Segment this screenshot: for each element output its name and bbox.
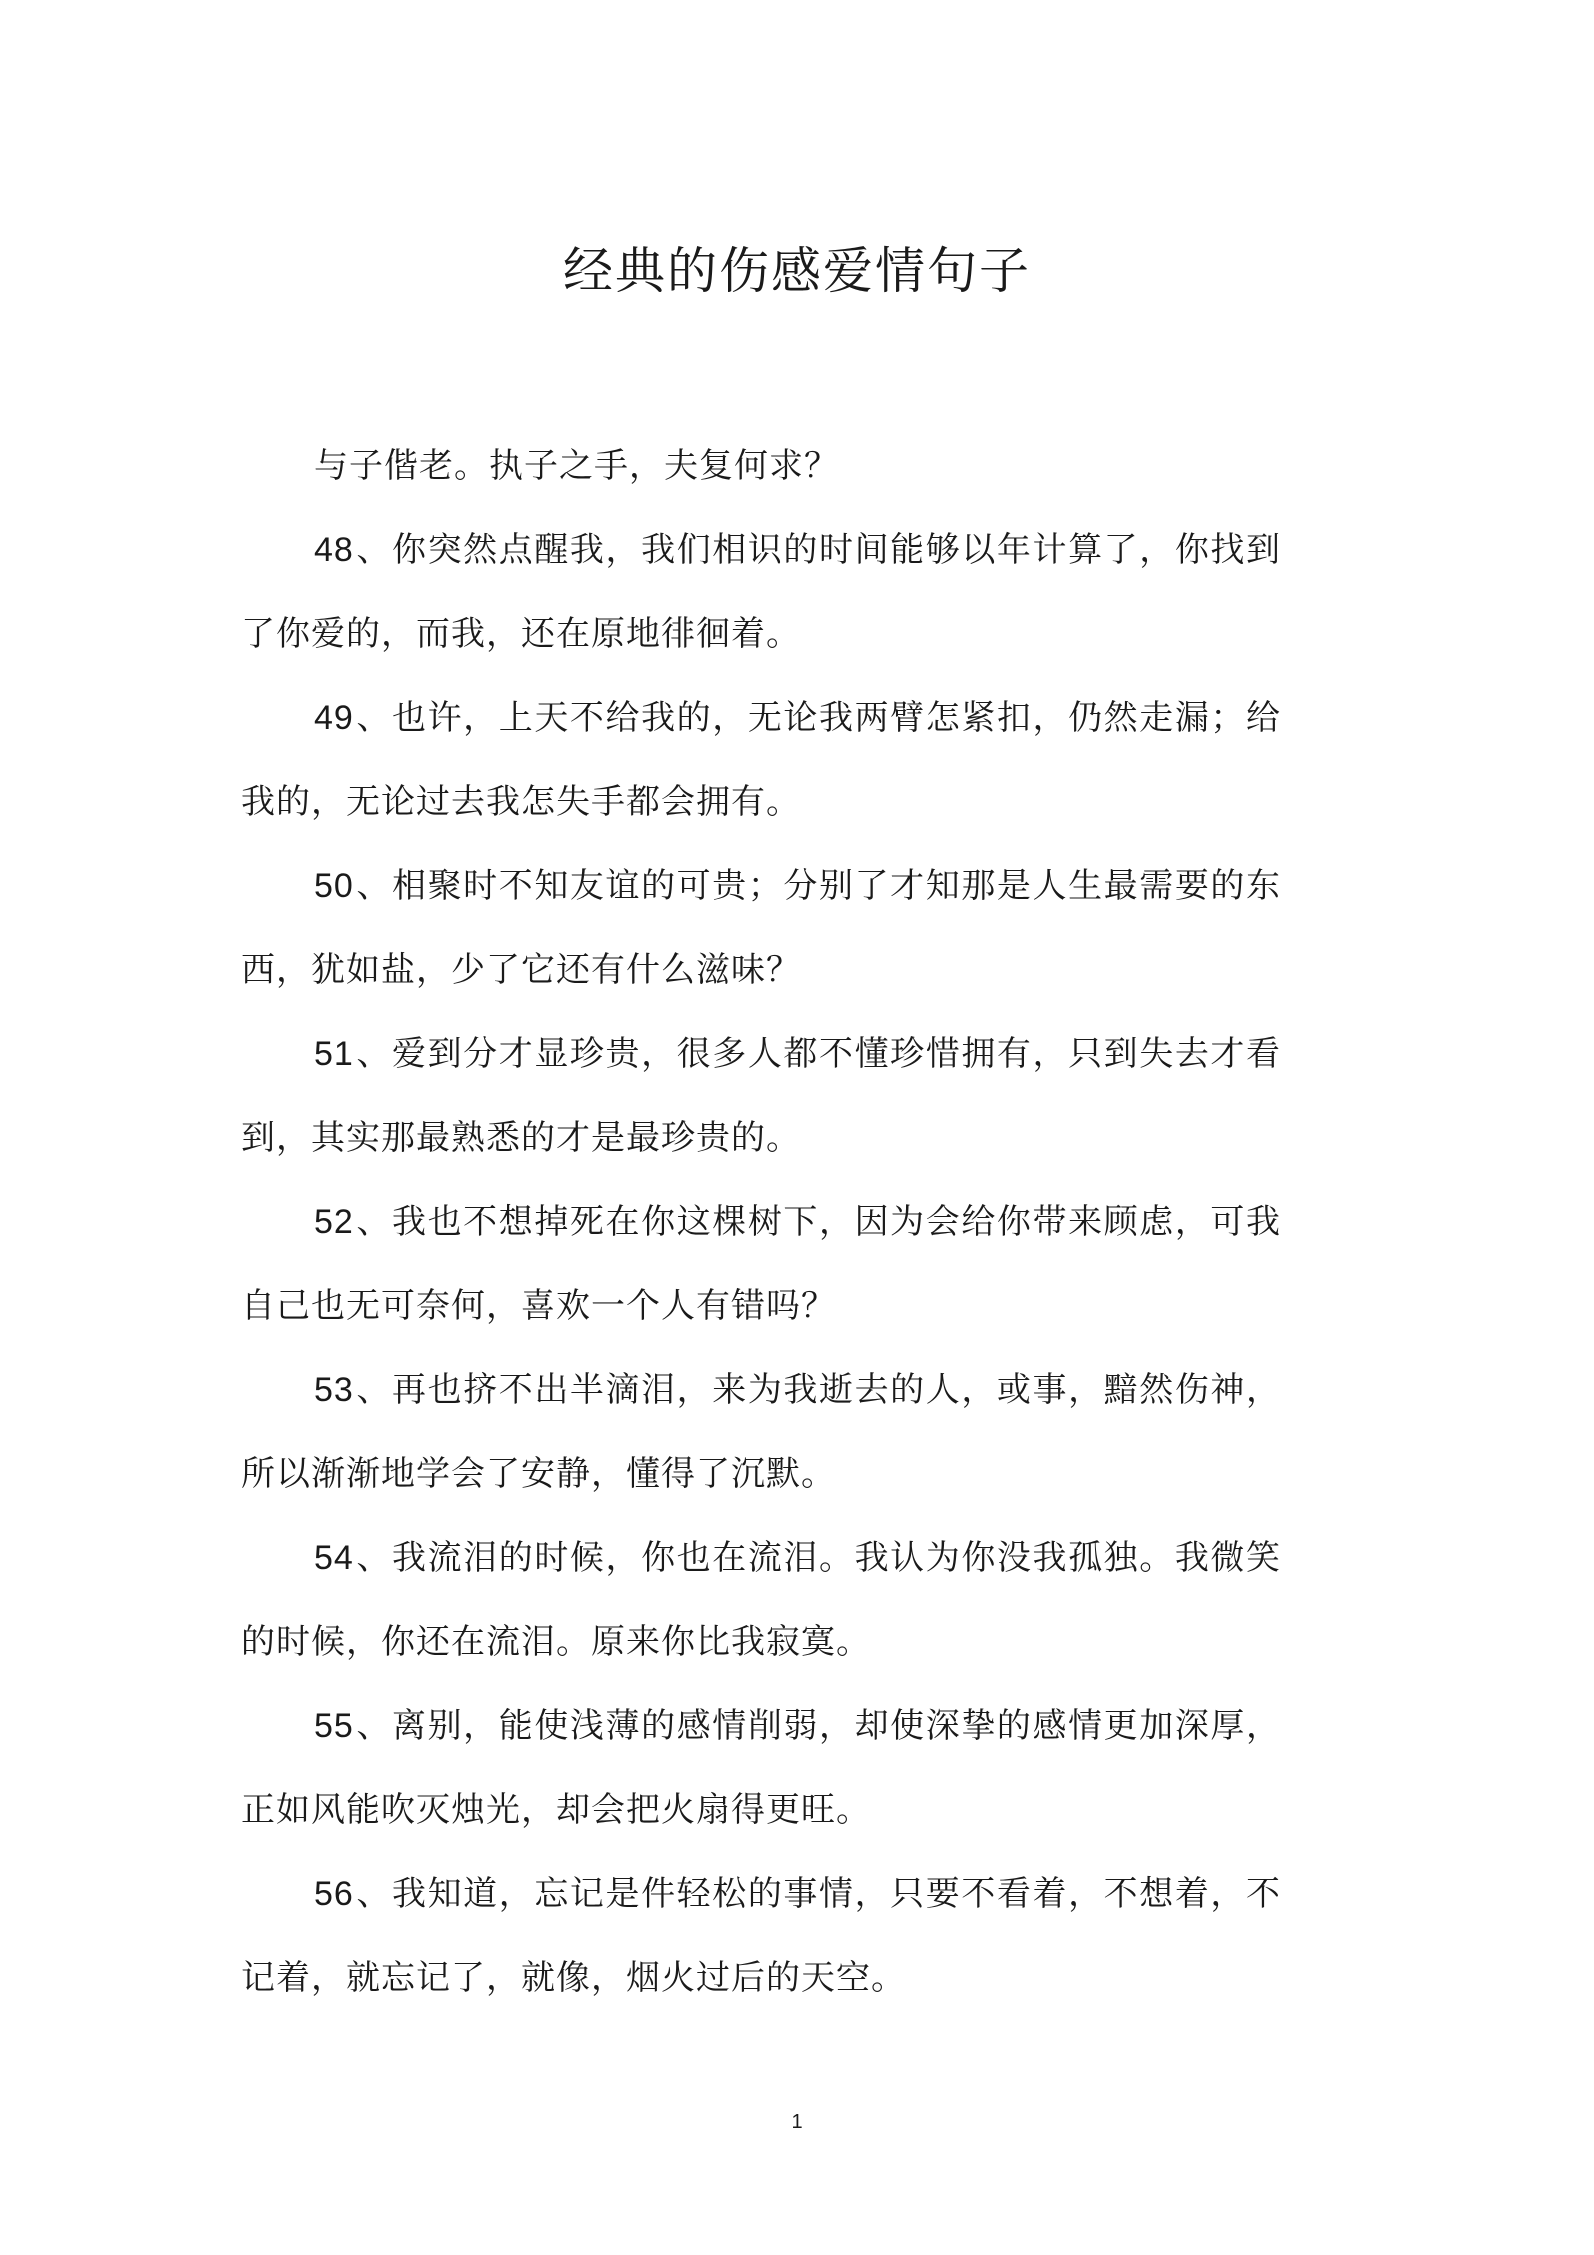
entry-text: 、也许，上天不给我的，无论我两臂怎紧扣，仍然走漏；给我的，无论过去我怎失手都会拥有。	[241, 698, 1281, 822]
page-number: 1	[791, 2111, 803, 2133]
entry-number: 54	[314, 1539, 354, 1577]
page-title: 经典的伤感爱情句子	[563, 242, 1031, 300]
entry-text: 、离别，能使浅薄的感情削弱，却使深挚的感情更加深厚，正如风能吹灭烛光，却会把火扇得更旺。	[241, 1706, 1281, 1830]
entry-paragraph	[241, 676, 1281, 844]
entry-paragraph	[241, 1180, 1281, 1348]
entry-text: 、再也挤不出半滴泪，来为我逝去的人，或事，黯然伤神，所以渐渐地学会了安静，懂得了沉默。	[241, 1370, 1281, 1494]
entry-number: 55	[314, 1707, 354, 1745]
entry-text: 、相聚时不知友谊的可贵；分别了才知那是人生最需要的东西，犹如盐，少了它还有什么滋味？	[241, 866, 1281, 990]
intro-paragraph: 与子偕老。执子之手，夫复何求？	[314, 446, 839, 486]
entry-number: 53	[314, 1371, 354, 1409]
entry-text: 、爱到分才显珍贵，很多人都不懂珍惜拥有，只到失去才看到，其实那最熟悉的才是最珍贵的。	[241, 1034, 1281, 1158]
entry-number: 50	[314, 867, 354, 905]
entry-number: 49	[314, 699, 354, 737]
entry-text: 、我流泪的时候，你也在流泪。我认为你没我孤独。我微笑的时候，你还在流泪。原来你比我寂寞。	[241, 1538, 1281, 1662]
entry-text: 、我知道，忘记是件轻松的事情，只要不看着，不想着，不记着，就忘记了，就像，烟火过后的天空。	[241, 1874, 1281, 1998]
entry-paragraph	[241, 508, 1281, 676]
entry-text: 、你突然点醒我，我们相识的时间能够以年计算了，你找到了你爱的，而我，还在原地徘徊着。	[241, 530, 1281, 654]
entry-text: 、我也不想掉死在你这棵树下，因为会给你带来顾虑，可我自己也无可奈何，喜欢一个人有错吗？	[241, 1202, 1281, 1326]
entry-paragraph	[241, 1852, 1281, 2020]
entry-number: 56	[314, 1875, 354, 1913]
entry-number: 52	[314, 1203, 354, 1241]
entry-paragraph	[241, 844, 1281, 1012]
entry-paragraph	[241, 1348, 1281, 1516]
entry-paragraph	[241, 1012, 1281, 1180]
entry-number: 51	[314, 1035, 354, 1073]
document-body	[241, 424, 1281, 2020]
entry-paragraph	[241, 1684, 1281, 1852]
entry-number: 48	[314, 531, 354, 569]
entry-paragraph	[241, 1516, 1281, 1684]
